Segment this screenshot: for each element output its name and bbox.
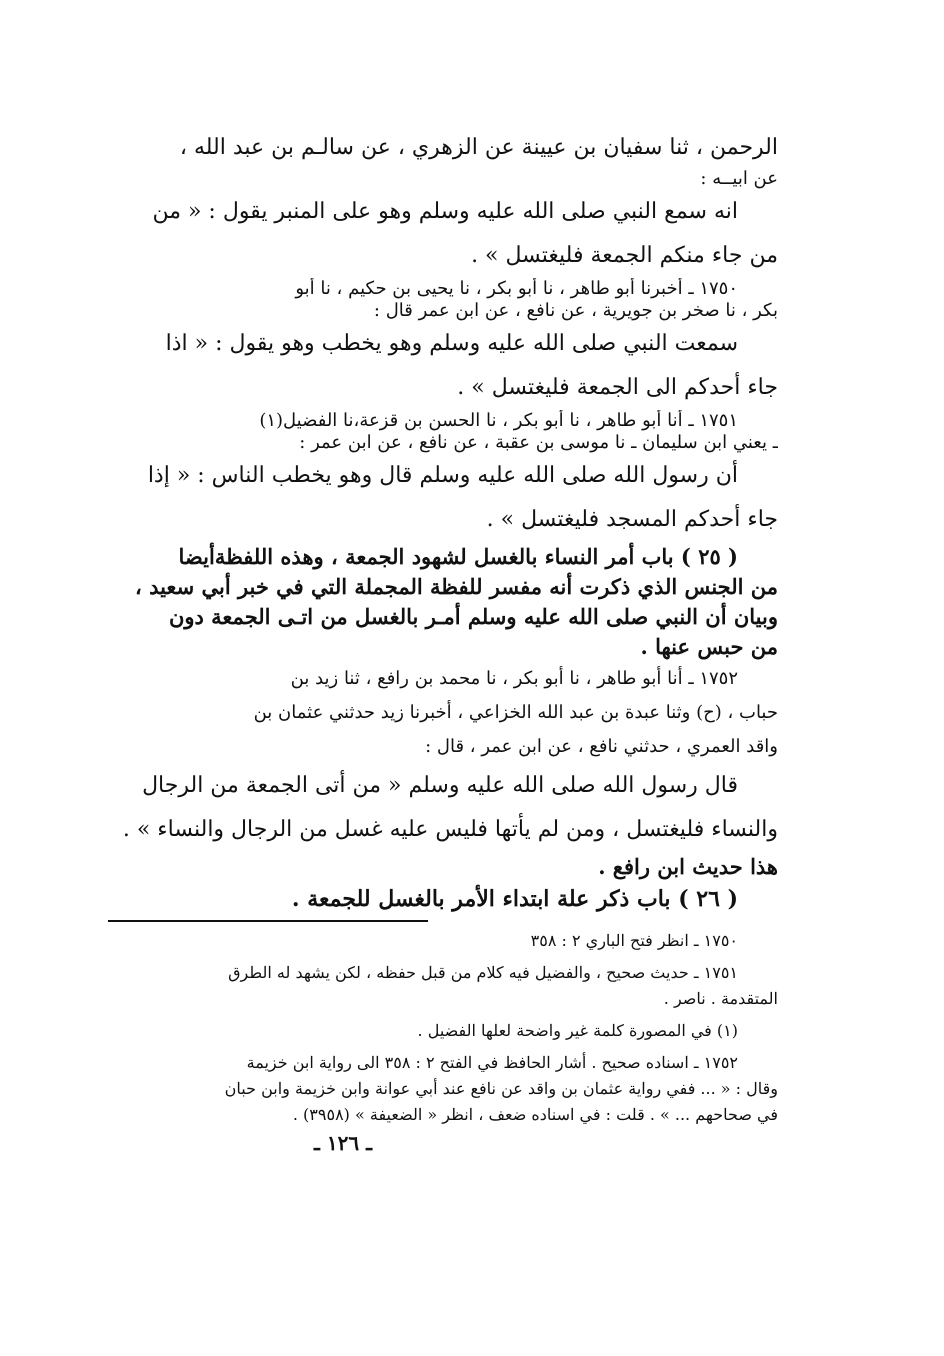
hadith-text: انه سمع النبي صلى الله عليه وسلم وهو على المنبر يقول : « من [152,199,738,224]
hadith-text: من جاء منكم الجمعة فليغتسل » . [471,243,778,268]
hadith-text: سمعت النبي صلى الله عليه وسلم وهو يخطب وهو يقول : « اذا [165,331,738,356]
footnote: ١٧٥١ ـ حديث صحيح ، والفضيل فيه كلام من قبل حفظه ، لكن يشهد له الطرق [228,963,738,982]
footnote: المتقدمة . ناصر . [663,989,778,1008]
footnote: وقال : « ... ففي رواية عثمان بن واقد عن نافع عند أبي عوانة وابن خزيمة وابن حبان [224,1079,778,1098]
text-line: عن ابيــه : [700,168,778,189]
chapter-heading: من حبس عنها . [640,634,778,659]
chapter-heading: وبيان أن النبي صلى الله عليه وسلم أمـر بالغسل من اتـى الجمعة دون [168,604,778,629]
page-number: ـ ١٢٦ ـ [314,1131,372,1155]
hadith-text: والنساء فليغتسل ، ومن لم يأتها فليس عليه غسل من الرجال والنساء » . [122,817,778,842]
hadith-text: قال رسول الله صلى الله عليه وسلم « من أتى الجمعة من الرجال [142,773,738,798]
footnote: (١) في المصورة كلمة غير واضحة لعلها الفضيل . [417,1021,738,1040]
hadith-text: أن رسول الله صلى الله عليه وسلم قال وهو يخطب الناس : « إذا [147,463,738,488]
footnote: ١٧٥٢ ـ اسناده صحيح . أشار الحافظ في الفتح ٢ : ٣٥٨ الى رواية ابن خزيمة [246,1053,738,1072]
isnad-line: ١٧٥٠ ـ أخبرنا أبو طاهر ، نا أبو بكر ، نا يحيى بن حكيم ، نا أبو [295,278,738,299]
footnote: ١٧٥٠ ـ انظر فتح الباري ٢ : ٣٥٨ [530,931,738,950]
footnote-divider [108,920,428,922]
isnad-line: ١٧٥١ ـ أنا أبو طاهر ، نا أبو بكر ، نا الحسن بن قزعة،نا الفضيل(١) [259,410,738,431]
text-line: الرحمن ، ثنا سفيان بن عيينة عن الزهري ، عن سالـم بن عبد الله ، [179,135,778,160]
chapter-heading: ( ٢٥ ) باب أمر النساء بالغسل لشهود الجمعة ، وهذه اللفظةأيضا [178,544,738,569]
hadith-text: جاء أحدكم الى الجمعة فليغتسل » . [457,375,778,400]
isnad-line: واقد العمري ، حدثني نافع ، عن ابن عمر ، قال : [425,736,778,757]
isnad-line: بكر ، نا صخر بن جويرية ، عن نافع ، عن ابن عمر قال : [373,300,778,321]
document-page [108,128,778,1158]
isnad-line: حباب ، (ح) وثنا عبدة بن عبد الله الخزاعي ، أخبرنا زيد حدثني عثمان بن [253,702,778,723]
isnad-line: ـ يعني ابن سليمان ـ نا موسى بن عقبة ، عن نافع ، عن ابن عمر : [299,432,778,453]
isnad-line: ١٧٥٢ ـ أنا أبو طاهر ، نا أبو بكر ، نا محمد بن رافع ، ثنا زيد بن [290,668,738,689]
hadith-text: جاء أحدكم المسجد فليغتسل » . [486,507,778,532]
footnote: في صحاحهم ... » . قلت : في اسناده ضعف ، انظر « الضعيفة » (٣٩٥٨) . [292,1105,778,1124]
text-line: هذا حديث ابن رافع . [598,854,778,879]
chapter-heading: من الجنس الذي ذكرت أنه مفسر للفظة المجملة التي في خبر أبي سعيد ، [134,574,778,599]
chapter-heading: ( ٢٦ ) باب ذكر علة ابتداء الأمر بالغسل للجمعة . [291,886,738,912]
